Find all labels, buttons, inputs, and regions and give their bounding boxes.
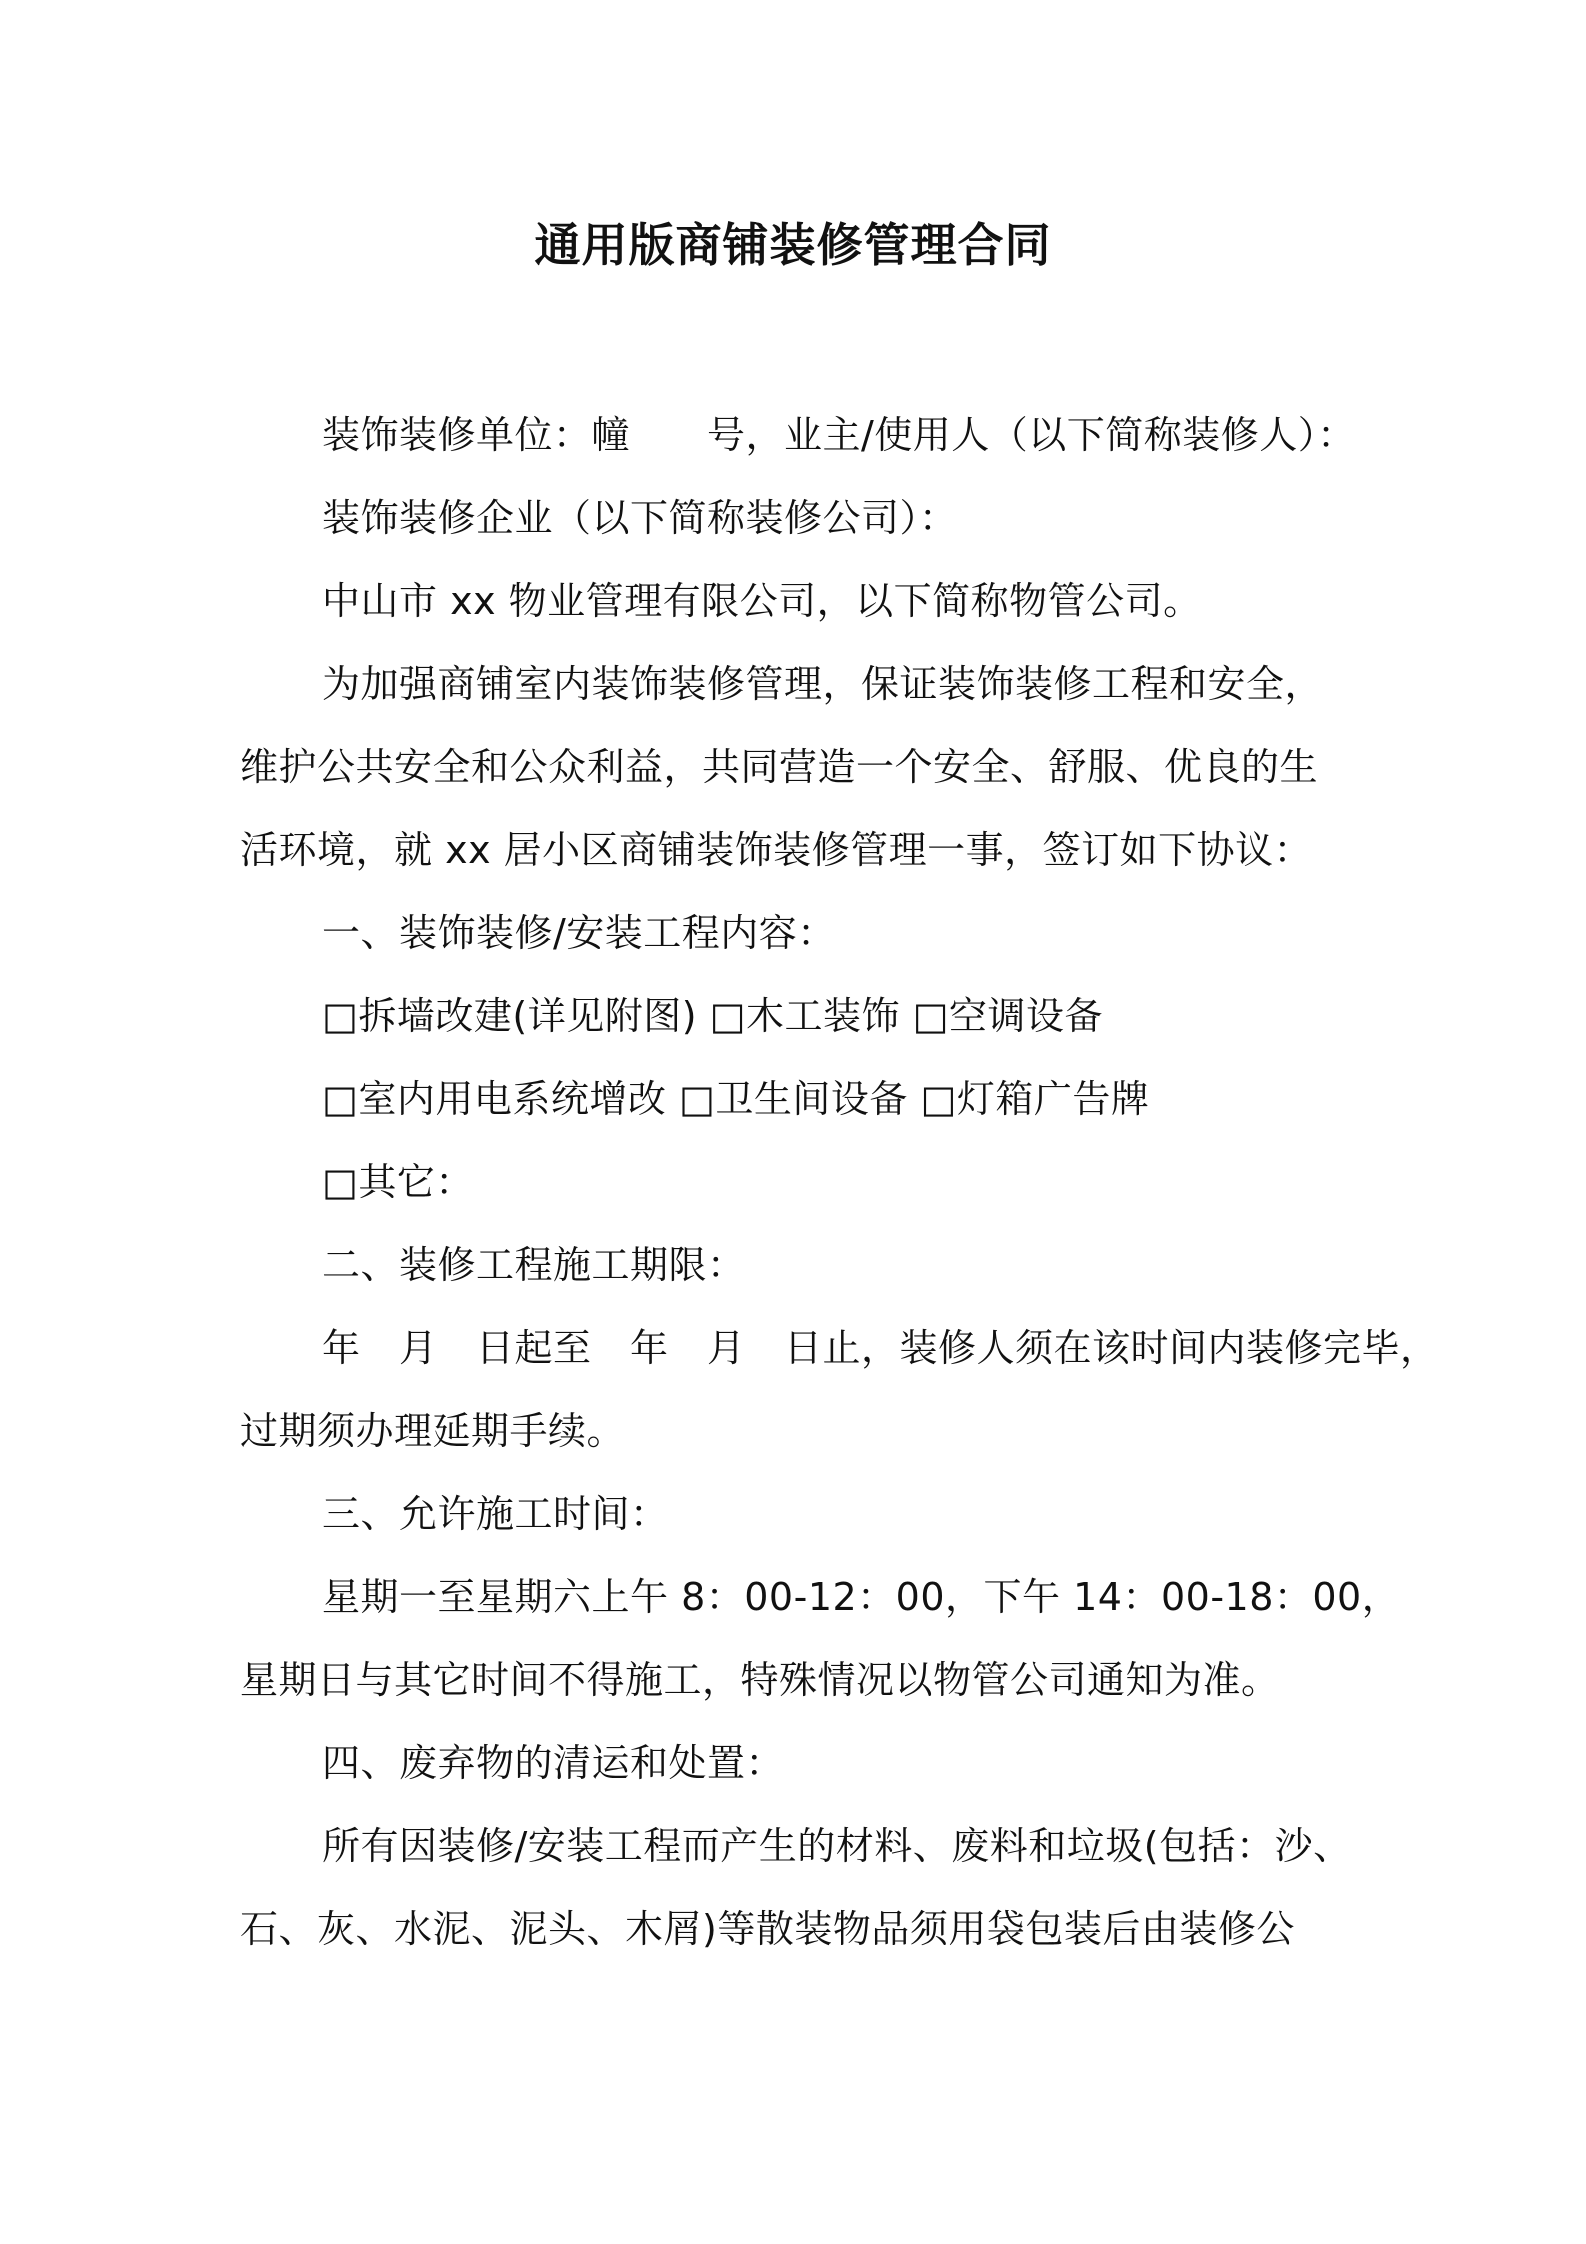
paragraph-line: 为加强商铺室内装饰装修管理，保证装饰装修工程和安全， — [322, 662, 1324, 706]
paragraph-line: 维护公共安全和公众利益，共同营造一个安全、舒服、优良的生 — [240, 745, 1319, 789]
section-heading: 二、装修工程施工期限： — [322, 1243, 746, 1287]
paragraph-line: 年 月 日起至 年 月 日止，装修人须在该时间内装修完毕， — [322, 1326, 1439, 1370]
paragraph-line: 所有因装修/安装工程而产生的材料、废料和垃圾(包括：沙、 — [322, 1824, 1352, 1868]
section-heading: 一、装饰装修/安装工程内容： — [322, 911, 836, 955]
section-heading: 四、废弃物的清运和处置： — [322, 1741, 785, 1785]
section-heading: 三、允许施工时间： — [322, 1492, 669, 1536]
paragraph-line: 星期日与其它时间不得施工，特殊情况以物管公司通知为准。 — [240, 1658, 1280, 1702]
paragraph-line: 过期须办理延期手续。 — [240, 1409, 626, 1453]
paragraph-line: 中山市 xx 物业管理有限公司，以下简称物管公司。 — [322, 579, 1202, 623]
paragraph-line: 石、灰、水泥、泥头、木屑)等散装物品须用袋包装后由装修公 — [240, 1907, 1295, 1951]
document-title: 通用版商铺装修管理合同 — [534, 218, 1052, 272]
checkbox-options-row: □其它： — [322, 1160, 474, 1204]
checkbox-options-row: □室内用电系统增改 □卫生间设备 □灯箱广告牌 — [322, 1077, 1150, 1121]
paragraph-line: 活环境，就 xx 居小区商铺装饰装修管理一事，签订如下协议： — [240, 828, 1313, 872]
checkbox-options-row: □拆墙改建(详见附图) □木工装饰 □空调设备 — [322, 994, 1104, 1038]
paragraph-line: 装饰装修单位：幢 号，业主/使用人（以下简称装修人）： — [322, 413, 1356, 457]
paragraph-line: 装饰装修企业（以下简称装修公司）： — [322, 496, 958, 540]
paragraph-line: 星期一至星期六上午 8：00-12：00，下午 14：00-18：00， — [322, 1575, 1401, 1619]
